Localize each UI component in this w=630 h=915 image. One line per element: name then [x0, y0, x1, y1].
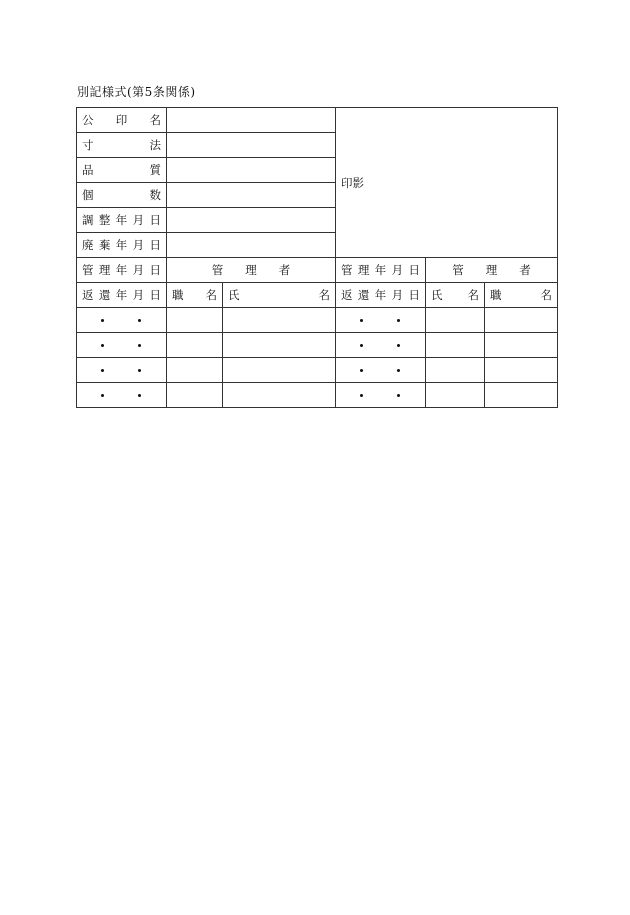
label-seal-impression: 印影	[341, 175, 364, 190]
record-job-title-left[interactable]	[167, 333, 223, 358]
record-job-title-left[interactable]	[167, 308, 223, 333]
date-separator-mark	[101, 344, 104, 347]
record-full-name-left[interactable]	[223, 383, 336, 408]
record-row	[77, 308, 558, 333]
record-job-title-right[interactable]	[485, 308, 558, 333]
record-row	[77, 383, 558, 408]
date-separator-mark	[360, 394, 363, 397]
row-management-header	[77, 258, 558, 283]
record-date-left[interactable]	[77, 358, 167, 383]
label-return-date-left: 返還年月日	[77, 283, 167, 308]
date-separator-mark	[397, 344, 400, 347]
date-separator-mark	[101, 369, 104, 372]
record-job-title-right[interactable]	[485, 358, 558, 383]
label-size: 寸 法	[77, 133, 167, 158]
record-full-name-right[interactable]	[426, 308, 485, 333]
field-size[interactable]	[167, 133, 336, 158]
date-separator-mark	[397, 369, 400, 372]
label-made-date: 調整年月日	[77, 208, 167, 233]
label-job-title-right: 職 名	[485, 283, 558, 308]
seal-impression-area[interactable]	[336, 108, 558, 258]
form-title: 別記様式(第5条関係)	[77, 85, 196, 99]
date-separator-mark	[138, 369, 141, 372]
field-seal-name[interactable]	[167, 108, 336, 133]
field-quality[interactable]	[167, 158, 336, 183]
record-full-name-right[interactable]	[426, 358, 485, 383]
date-separator-mark	[101, 319, 104, 322]
row-seal-name	[77, 108, 558, 133]
record-date-right[interactable]	[336, 333, 426, 358]
record-full-name-right[interactable]	[426, 383, 485, 408]
record-row	[77, 333, 558, 358]
field-disposal-date[interactable]	[167, 233, 336, 258]
label-seal-name: 公 印 名	[77, 108, 167, 133]
field-count[interactable]	[167, 183, 336, 208]
record-full-name-left[interactable]	[223, 358, 336, 383]
label-disposal-date: 廃棄年月日	[77, 233, 167, 258]
label-job-title-left: 職 名	[167, 283, 223, 308]
date-separator-mark	[397, 319, 400, 322]
label-count: 個 数	[77, 183, 167, 208]
date-separator-mark	[360, 369, 363, 372]
record-row	[77, 358, 558, 383]
record-date-right[interactable]	[336, 358, 426, 383]
date-separator-mark	[360, 344, 363, 347]
label-full-name-right: 氏 名	[426, 283, 485, 308]
date-separator-mark	[101, 394, 104, 397]
record-full-name-left[interactable]	[223, 333, 336, 358]
record-job-title-left[interactable]	[167, 358, 223, 383]
field-made-date[interactable]	[167, 208, 336, 233]
label-mgmt-date-left: 管理年月日	[77, 258, 167, 283]
label-mgmt-date-right: 管理年月日	[336, 258, 426, 283]
record-job-title-right[interactable]	[485, 333, 558, 358]
record-date-left[interactable]	[77, 333, 167, 358]
label-manager-left: 管理者	[167, 258, 336, 283]
record-date-left[interactable]	[77, 308, 167, 333]
record-date-right[interactable]	[336, 308, 426, 333]
record-job-title-left[interactable]	[167, 383, 223, 408]
date-separator-mark	[397, 394, 400, 397]
label-quality: 品 質	[77, 158, 167, 183]
label-manager-right: 管理者	[426, 258, 558, 283]
record-full-name-left[interactable]	[223, 308, 336, 333]
row-return-header	[77, 283, 558, 308]
date-separator-mark	[138, 319, 141, 322]
label-full-name-left: 氏 名	[223, 283, 336, 308]
date-separator-mark	[360, 319, 363, 322]
record-date-left[interactable]	[77, 383, 167, 408]
record-full-name-right[interactable]	[426, 333, 485, 358]
seal-register-table	[76, 107, 558, 408]
record-job-title-right[interactable]	[485, 383, 558, 408]
label-return-date-right: 返還年月日	[336, 283, 426, 308]
date-separator-mark	[138, 394, 141, 397]
record-date-right[interactable]	[336, 383, 426, 408]
date-separator-mark	[138, 344, 141, 347]
